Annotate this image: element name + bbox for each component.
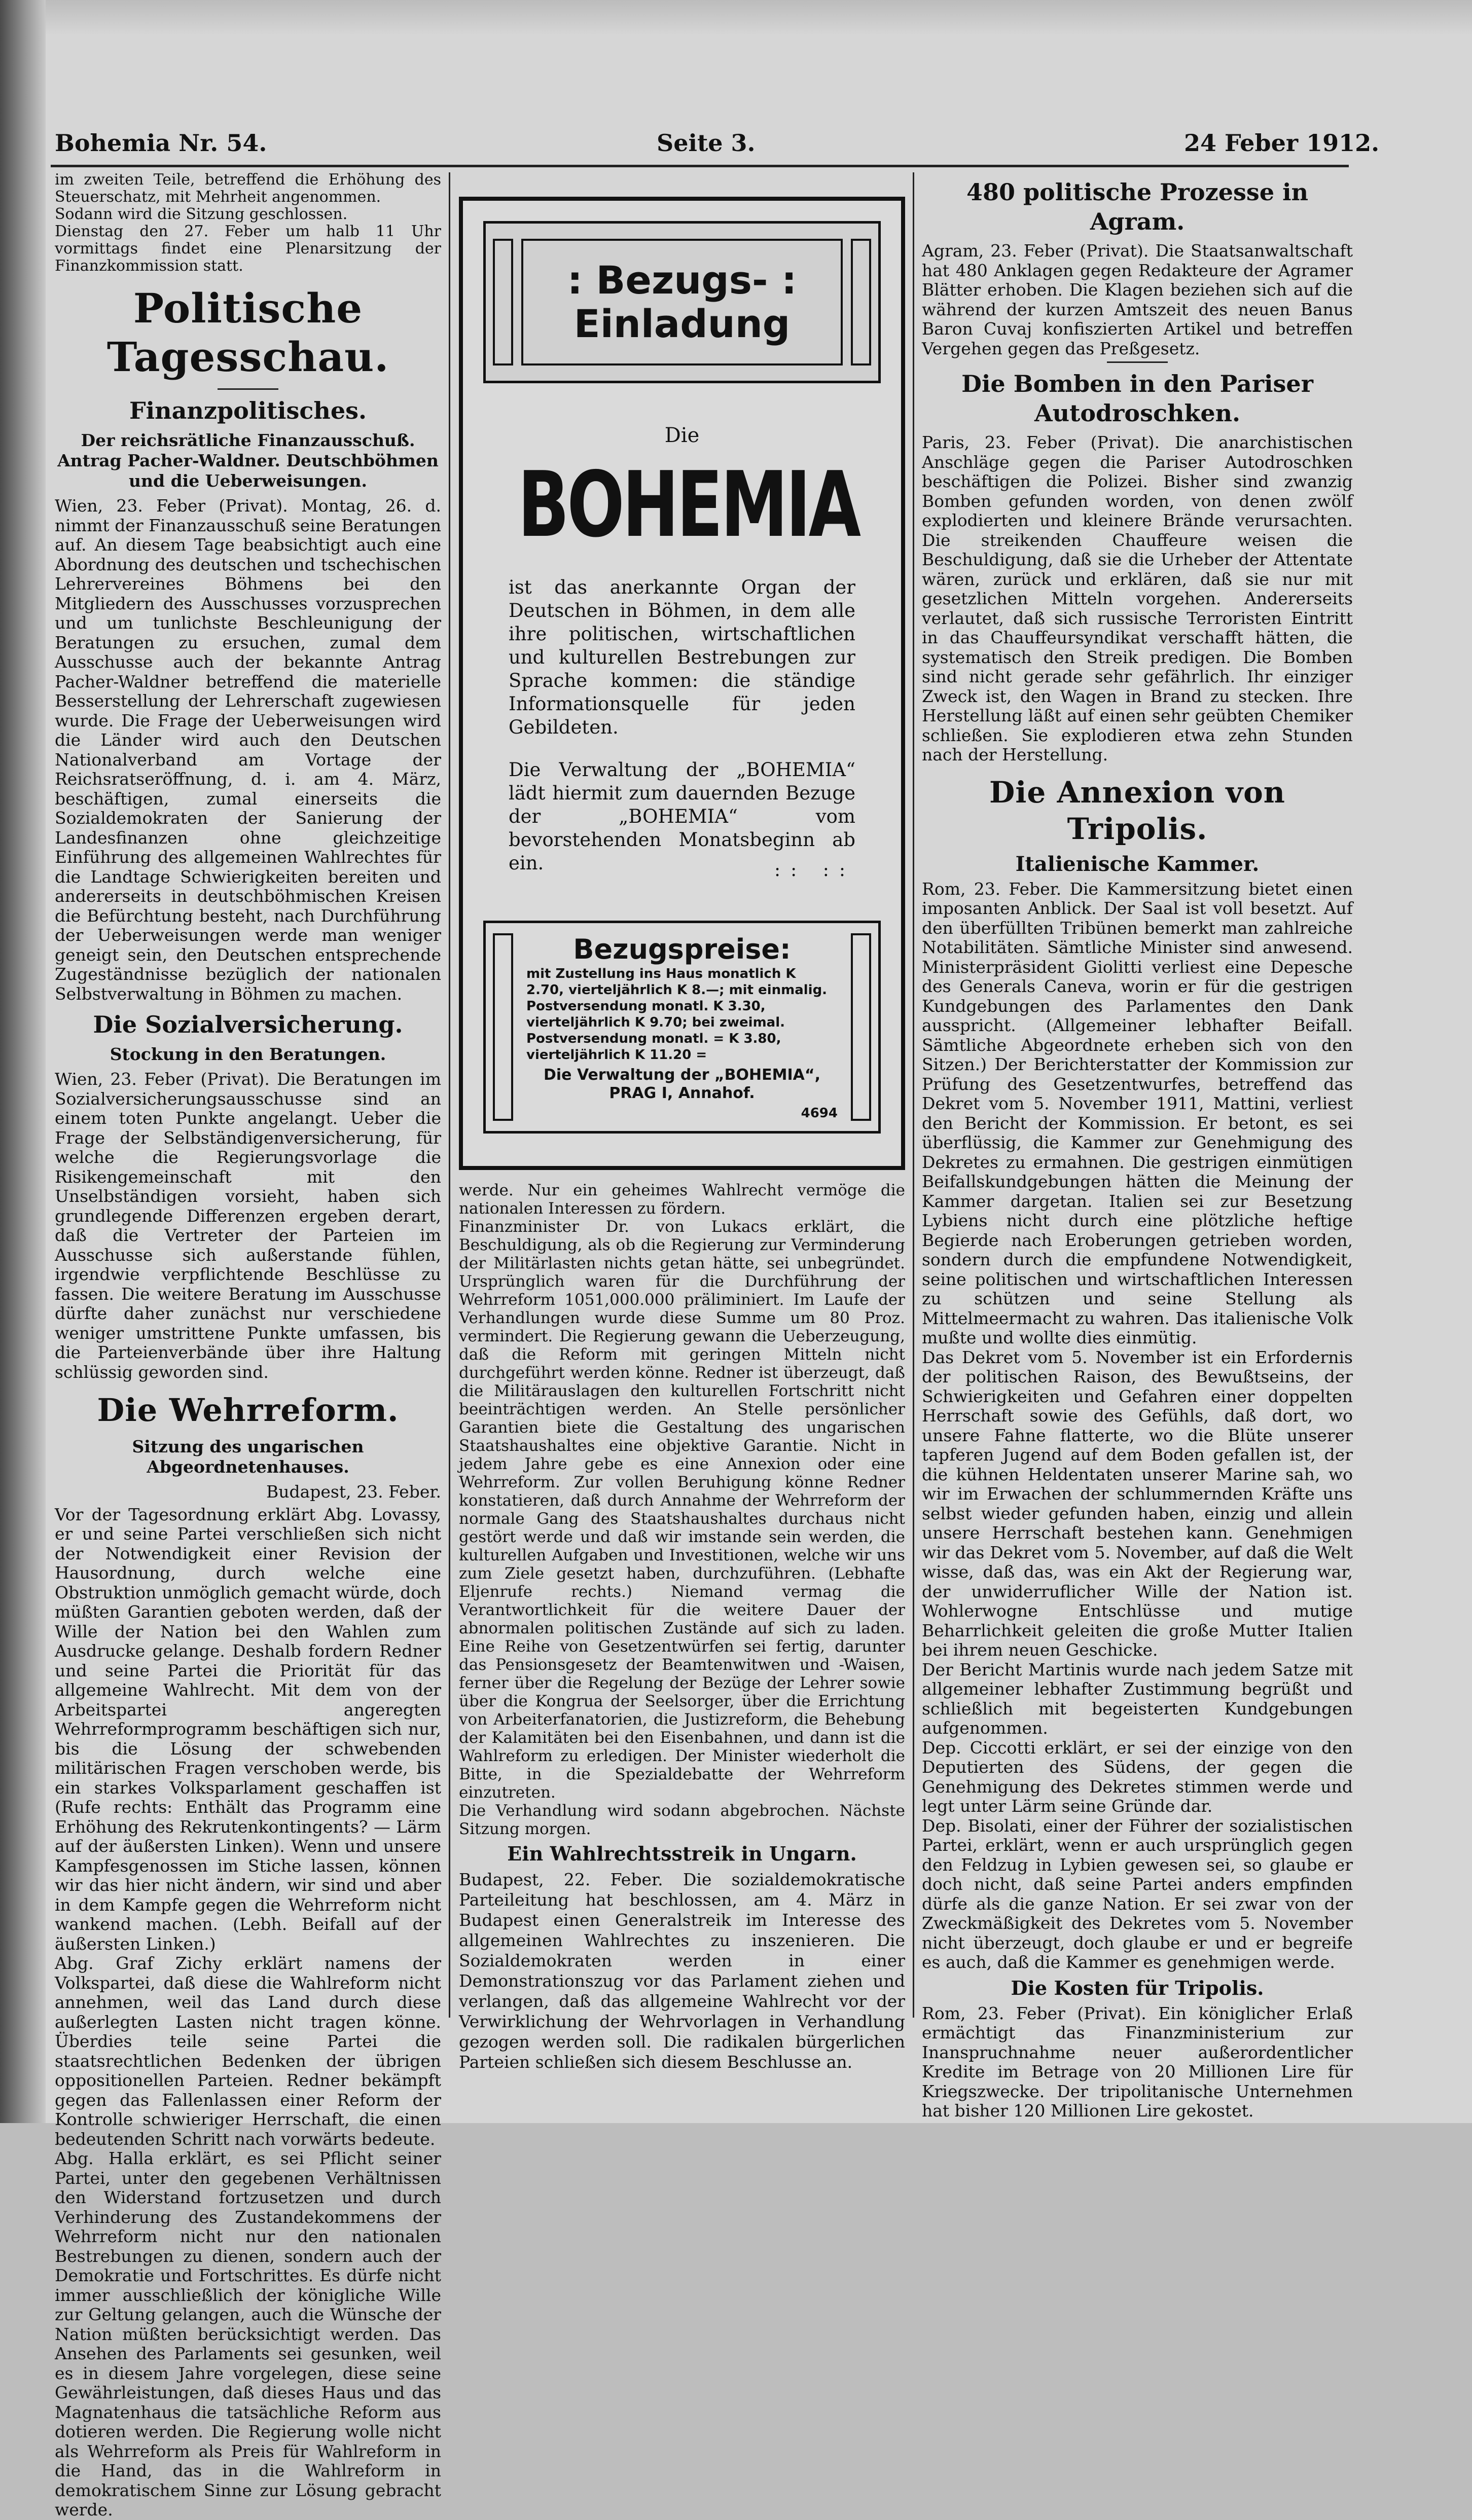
ad-price-content <box>526 933 838 1121</box>
col2-subheading-strike: Ein Wahlrechtsstreik in Ungarn. <box>507 1842 857 1865</box>
col1-article-wehrreform: Vor der Tagesordnung erklärt Abg. Lovassy, er und seine Partei verschließen sich nicht der Notwendigkeit einer Revision der Hausordnung, durch welche eine Obstruktion unmöglich gemacht würde, doch müßten Garantien geboten werden, daß der Wille der Nation bei den Wahlen zum Ausdrucke gelange. Deshalb fordern Redner und seine Partei die Priorität für das allgemeine Wahlrecht. Mit dem von der Arbeitspartei angeregten Wehrreformprogramm beschäftigen sich nur, bis die Lösung der schwebenden militärischen Fragen verschoben werde, bis ein starkes Volksparlament geschaffen ist (Rufe rechts: Enthält das Programm eine Erhöhung des Rekrutenkontingents? — Lärm auf der äußersten Linken). Wenn und unsere Kampfesgenossen im Stiche lassen, können wir das hier nicht ändern, wir sind und aber in dem Kampfe gegen die Wehrreform nicht wankend machen. (Lebh. Beifall auf der äußersten Linken.) Abg. Graf Zichy erklärt namens der Volkspartei, daß diese die Wahlreform nicht annehmen, weil das Land durch diese außerlegten Lasten nicht tragen könne. Überdies teile seine Partei die staatsrechtlichen Bedenken der übrigen oppositionellen Parteien. Redner bekämpft gegen das Fallenlassen einer Reform der Kontrolle schwieriger Herrschaft, die einen bedeutenden Schritt nach vorwärts bedeute. Abg. Halla erklärt, es sei Pflicht seiner Partei, unter den gegebenen Verhältnissen den Widerstand fortzusetzen und durch Verhinderung des Zustandekommens der Wehrreform nicht nur den nationalen Bestrebungen zu dienen, sondern auch der Demokratie und Fortschrittes. Es dürfe nicht immer ausschließlich der königliche Wille zur Geltung gelangen, auch die Wünsche der Nation müßten berücksichtigt werden. Das Ansehen des Parlaments sei gesunken, weil es in diesem Jahre vorgelegen, diese seine Gewährleistungen, daß dieses Haus und das Magnatenhaus die tatsächliche Reform aus dotieren werden. Die Regierung wolle nicht als Wehrreform als Preis für Wahlreform in die Hand, das in die Wahlreform in demokratischem Sinne zur Lösung gebracht werde. <box>55 1504 441 2519</box>
ad-price-bar-left <box>493 933 513 1121</box>
ad-title-box <box>483 221 881 383</box>
col1-kicker-social: Stockung in den Beratungen. <box>110 1044 386 1064</box>
ad-title-frame <box>521 239 843 366</box>
ad-invitation: Die Verwaltung der „BOHEMIA“ lädt hiermit zum dauernden Bezuge der „BOHEMIA“ vom bevorstehenden Monatsbeginn ab ein. <box>509 759 855 874</box>
col3-subheading-paris: Die Bomben in den Pariser Autodroschken. <box>961 370 1313 427</box>
col3-article-agram: Agram, 23. Feber (Privat). Die Staatsanwaltschaft hat 480 Anklagen gegen Redakteure der Agramer Blätter erhoben. Die Klagen beziehen sich auf die während der kurzen Amtszeit des neuen Banus Baron Cuvaj konfiszierten Artikel und betreffen Vergehen gegen das Preßgesetz. <box>922 241 1353 358</box>
col1-article-social: Wien, 23. Feber (Privat). Die Beratungen im Sozialversicherungsausschusse sind an einem toten Punkte angelangt. Ueber die Frage der Selbständigenversicherung, für welche die Regierungsvorlage die Risikengemeinschaft mit den Unselbständigen vorsieht, haben sich grundlegende Differenzen ergeben derart, daß die Vertreter der Parteien im Ausschusse sich außerstande fühlen, irgendwie verpflichtende Beschlüsse zu fassen. Die weitere Beratung im Ausschusse dürfte daher zunächst nur verschiedene weniger umstrittene Punkte umfassen, bis die Parteienverbände über ihre Haltung schlüssig geworden sind. <box>55 1069 441 1382</box>
col1-subheading-wehrreform: Die Wehrreform. <box>97 1392 399 1429</box>
ad-die: Die <box>664 424 700 447</box>
col3-article-costs: Rom, 23. Feber (Privat). Ein königlicher Erlaß ermächtigt das Finanzministerium zur Inanspruchnahme neuer außerordentlicher Kredite im Betrage von 20 Millionen Lire für Kriegszwecke. Der tripolitanische Unternehmen hat bisher 120 Millionen Lire gekostet. <box>922 2003 1353 2121</box>
col3-subheading-tripolis: Die Annexion von Tripolis. <box>989 775 1285 846</box>
ad-price-box <box>483 921 881 1134</box>
col1-subheading-finance: Finanzpolitisches. <box>129 397 367 424</box>
column-rule-2 <box>913 172 914 2018</box>
ad-description: ist das anerkannte Organ der Deutschen in Böhmen, in dem alle ihre politischen, wirtschaftlichen und kulturellen Bestrebungen zur Sprache kommen: die ständige Informationsquelle für jeden Gebildeten. <box>509 576 855 738</box>
ad-price-title: Bezugspreise: <box>573 933 791 965</box>
ad-code: 4694 <box>801 1106 838 1121</box>
ad-title-line1: : Bezugs- : <box>567 258 797 303</box>
col1-article-finance: Wien, 23. Feber (Privat). Montag, 26. d. nimmt der Finanzausschuß seine Beratungen auf. An diesem Tage beabsichtigt auch eine Abordnung des deutschen und tschechischen Lehrervereines Böhmens bei den Mitgliedern des Ausschusses vorzusprechen und um tunlichste Beschleunigung der Beratungen zu ersuchen, zumal dem Ausschusse auch der bekannte Antrag Pacher-Waldner betreffend die materielle Besserstellung der Lehrerschaft zugewiesen wurde. Die Frage der Ueberweisungen wird die Länder wird auch den Deutschen Nationalverband am Vortage der Reichsratseröffnung, d. i. am 4. März, beschäftigen, zumal einerseits die Sozialdemokraten der Sanierung der Landesfinanzen ohne gleichzeitige Einführung des allgemeinen Wahlrechtes für die Landtage Schwierigkeiten bereiten und andererseits in deutschböhmischen Kreisen die Befürchtung besteht, nach Durchführung der Ueberweisungen werde man weniger geneigt sein, den Deutschen entsprechende Zugeständnisse bezüglich der nationalen Selbstverwaltung in Böhmen zu machen. <box>55 496 441 1004</box>
col1-kicker-finance: Der reichsrätliche Finanzausschuß. Antrag Pacher-Waldner. Deutschböhmen und die Ueberweisungen. <box>57 430 439 491</box>
col1-main-heading: Politische Tagesschau. <box>106 284 389 381</box>
ad-title-bar-right <box>851 239 871 366</box>
col1-kicker-wehrreform: Sitzung des ungarischen Abgeordnetenhauses. <box>132 1437 364 1477</box>
ad-price-text: mit Zustellung ins Haus monatlich K 2.70, vierteljährlich K 8.—; mit einmalig. Postversendung monatl. K 3.30, vierteljährlich K 9.70; bei zweimal. Postversendung monatl. = K 3.80, vierteljährlich K 11.20 = <box>526 966 828 1063</box>
column-1 <box>55 171 441 2519</box>
col3-subheading-costs: Die Kosten für Tripolis. <box>1011 1976 1264 1999</box>
header-issue: Bohemia Nr. 54. <box>55 129 267 157</box>
col1-subheading-social: Die Sozialversicherung. <box>93 1011 403 1038</box>
header-date: 24 Feber 1912. <box>1184 129 1380 157</box>
col3-kicker-chamber: Italienische Kammer. <box>1015 852 1260 876</box>
column-2 <box>459 1181 905 2072</box>
header-rule <box>51 165 1349 167</box>
col1-dateline: Budapest, 23. Feber. <box>266 1482 441 1502</box>
ad-title-bar-left <box>493 239 513 366</box>
divider <box>1107 361 1168 363</box>
page-top-shadow <box>0 0 1472 35</box>
column-3 <box>922 171 1353 2121</box>
col3-article-paris: Paris, 23. Feber (Privat). Die anarchistischen Anschläge gegen die Pariser Autodroschken beschäftigen die Polizei. Bisher sind zwanzig Bomben gefunden worden, von denen zwölf explodierten und kleinere Brände verursachten. Die streikenden Chauffeure weisen die Beschuldigung, daß sie die Urheber der Attentate wären, zurück und erklären, daß sie nur mit gesetzlichen Mitteln vorgehen. Andererseits verlautet, daß sich russische Terroristen Eintritt in das Chauffeursyndikat verschafft hätten, die systematisch den Streik predigen. Die Bomben sind nicht gerade sehr gefährlich. Ihr einziger Zweck ist, den Wagen in Brand zu stecken. Ihre Herstellung läßt auf einen sehr geübten Chemiker schließen. Sie explodieren etwa zehn Stunden nach der Herstellung. <box>922 432 1353 764</box>
ad-title-line2: Einladung <box>573 301 791 346</box>
col2-article-strike: Budapest, 22. Feber. Die sozialdemokratische Parteileitung hat beschlossen, am 4. März in Budapest einen Generalstreik im Interesse des allgemeinen Wahlrechtes zu inszenieren. Die Sozialdemokraten werden in einer Demonstrationszug vor das Parlament ziehen und verlangen, daß das allgemeine Wahlrecht vor der Verwirklichung der Wehrvorlagen in Verhandlung gezogen werden soll. Die radikalen bürgerlichen Parteien schließen sich diesem Beschlusse an. <box>459 1870 905 2072</box>
col3-subheading-agram: 480 politische Prozesse in Agram. <box>966 178 1309 235</box>
col2-article-wehrreform-cont: werde. Nur ein geheimes Wahlrecht vermöge die nationalen Interessen zu fördern. Finanzminister Dr. von Lukacs erklärt, die Beschuldigung, als ob die Regierung zur Verminderung der Militärlasten nichts getan hätte, sei unbegründet. Ursprünglich waren für die Durchführung der Wehrreform 1051,000.000 präliminiert. Im Laufe der Verhandlungen wurde diese Summe um 80 Proz. vermindert. Die Regierung gewann die Ueberzeugung, daß die Reform mit geringen Mitteln nicht durchgeführt werden könne. Redner ist überzeugt, daß die Militärauslagen den kulturellen Fortschritt nicht beeinträchtigen werden. An Stelle persönlicher Garantien biete die Gestaltung des ungarischen Staatshaushaltes eine objektive Garantie. Nicht in jedem Jahre gebe es eine Annexion oder eine Wehrreform. Zur vollen Beruhigung könne Redner konstatieren, daß durch Annahme der Wehrreform der normale Gang des Staatshaushaltes durchaus nicht gestört werde und daß wir imstande sein werden, die kulturellen Aufgaben und Investitionen, welche wir uns zum Ziele gesetzt haben, durchzuführen. (Lebhafte Eljenrufe rechts.) Niemand vermag die Verantwortlichkeit für die weitere Dauer der abnormalen politischen Zustände auf sich zu laden. Eine Reihe von Gesetzentwürfen sei fertig, darunter das Pensionsgesetz der Beamtenwitwen und -Waisen, ferner über die Regelung der Bezüge der Lehrer sowie über die Kongrua der Seelsorger, über die Errichtung von Arbeiterfanatorien, die Justizreform, die Behebung der Kalamitäten bei den Eisenbahnen, und dann ist die Wahlreform zu erledigen. Der Minister wiederholt die Bitte, in die Spezialdebatte der Wehrreform einzutreten. Die Verhandlung wird sodann abgebrochen. Nächste Sitzung morgen. <box>459 1181 905 1838</box>
page-binding-shadow <box>0 0 46 2123</box>
column-rule-1 <box>449 172 450 2018</box>
ad-price-bar-right <box>851 933 871 1121</box>
col1-top-text: im zweiten Teile, betreffend die Erhöhung des Steuerschatz, mit Mehrheit angenommen. Sodann wird die Sitzung geschlossen. Dienstag den 27. Feber um halb 11 Uhr vormittags findet eine Plenarsitzung der Finanzkommission statt. <box>55 171 441 275</box>
subscription-advertisement <box>459 197 905 1170</box>
ad-bohemia-name: BOHEMIA <box>518 452 859 557</box>
ad-price-footer: Die Verwaltung der „BOHEMIA“, PRAG I, Annahof. <box>543 1066 820 1102</box>
col3-article-tripolis: Rom, 23. Feber. Die Kammersitzung bietet einen imposanten Anblick. Der Saal ist voll besetzt. Auf den überfüllten Tribünen bemerkt man zahlreiche Notabilitäten. Sämtliche Minister sind anwesend. Ministerpräsident Giolitti verliest eine Depesche des Generals Caneva, worin er für die gestrigen Kundgebungen des Parlamentes den Dank ausspricht. (Allgemeiner lebhafter Beifall. Sämtliche Abgeordnete erheben sich von den Sitzen.) Der Berichterstatter der Kommission zur Prüfung des Gesetzentwurfes, betreffend das Dekret vom 5. November 1911, Mattini, verliest den Bericht der Kommission. Er betont, es sei überflüssig, die Kammer zur Genehmigung des Dekretes zu ermahnen. Die gestrigen einmütigen Beifallskundgebungen hätten die Meinung der Kammer dargetan. Italien sei zur Besetzung Lybiens nicht durch eine plötzliche heftige Begierde nach Eroberungen getrieben worden, sondern durch die empfundene Notwendigkeit, seine politischen und wirtschaftlichen Interessen zu schützen und seine Stellung als Mittelmeermacht zu wahren. Das italienische Volk mußte und wollte dies einmütig. Das Dekret vom 5. November ist ein Erfordernis der politischen Raison, des Bewußtseins, der Schwierigkeiten und Gefahren einer doppelten Herrschaft sowie des Gefühls, daß dort, wo unsere Fahne flatterte, wo die Blüte unserer tapferen Jugend auf dem Boden gefallen ist, der die kühnen Heldentaten unserer Marine sah, wo wir im Erwachen der schlummernden Kräfte uns selbst wieder gefunden haben, einzig und allein unsere Herrschaft bestehen kann. Genehmigen wir das Dekret vom 5. November, auf daß die Welt wisse, daß das, was ein Akt der Regierung war, der unwiderruflicher Wille der Nation ist. Wohlerwogne Entschlüsse und mutige Beharrlichkeit geleiten die große Mutter Italien bei ihrem neuen Geschicke. Der Bericht Martinis wurde nach jedem Satze mit allgemeiner lebhafter Zustimmung begrüßt und schließlich mit begeisterten Kundgebungen aufgenommen. Dep. Ciccotti erklärt, er sei der einzige von den Deputierten des Südens, der gegen die Genehmigung des Dekretes stimmen werde und legt unter Lärm seine Gründe dar. Dep. Bisolati, einer der Führer der sozialistischen Partei, erklärt, wenn er auch ursprünglich gegen den Feldzug in Lybien gewesen sei, so glaube er doch nicht, daß seine Partei anders empfinden dürfe als die ganze Nation. Er sei zwar von der Zweckmäßigkeit des Dekretes vom 5. November nicht überzeugt, doch glaube er und er begreife es auch, daß die Kammer es genehmigen werde. <box>922 879 1353 1972</box>
header-page: Seite 3. <box>657 129 756 157</box>
heading-underline <box>218 388 278 390</box>
ad-colons: :: :: <box>774 860 855 881</box>
